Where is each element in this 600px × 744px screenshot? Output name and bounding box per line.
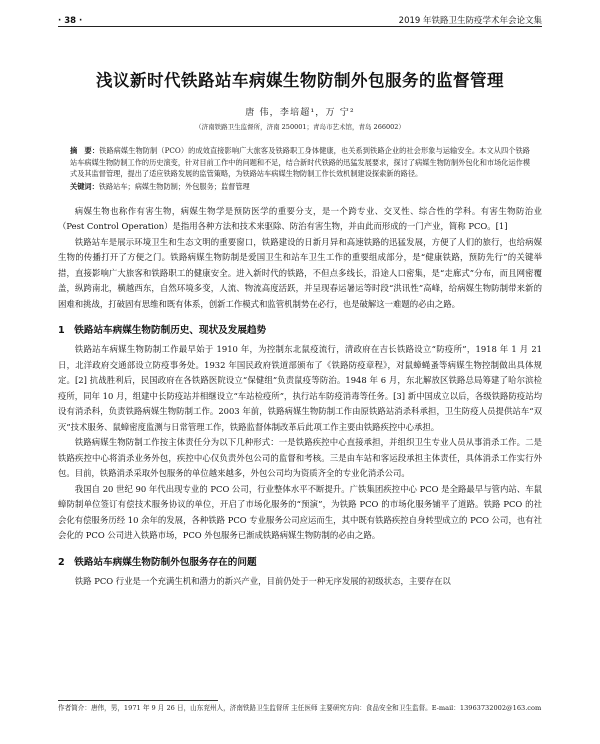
- paragraph: 铁路站车病媒生物防制工作最早始于 1910 年，为控制东北鼠疫流行，清政府在吉长铁路设立“防疫所”，1918 年 1 月 21 日，北洋政府交通部设立防疫事务处。1932 年国民政府铁道部颁布了《铁路防疫章程》，对鼠蟑蝇蚤等病媒生物控制做出具体规定。[2] 抗战胜利后，民国政府在各铁路医院设立“保健组”负责鼠疫等防治。1948 年 6 月，东北解放区铁路总局筹建了哈尔滨检疫所，同年 10 月，组建中长防疫站并相继设立“车站检疫所”，执行站车防疫消毒等任务。[3] 新中国成立以后，各级铁路防疫站均设有消杀科，负责铁路病媒生物防制工作。2003 年前，铁路病媒生物防制工作由原铁路站消杀科承担，卫生防疫人员提供站车“双灭”技术服务、鼠蟑密度监测与日常管理工作，铁路监督体制改革后此项工作主要由铁路疾控中心承担。: [58, 344, 542, 432]
- keywords-label: 关键词：: [70, 181, 99, 191]
- abstract-text: 铁路病媒生物防制（PCO）的成效直接影响广大旅客及铁路职工身体健康，也关系到铁路企业的社会形象与运输安全。本文从四个铁路站车病媒生物防制工作的历史演变，针对目前工作中的问题和不足，结合新时代铁路的迅猛发展要求，探讨了病媒生物防制外包化和市场化运作模式及其监督管理，提出了适应铁路发展的监管策略，为铁路站车病媒生物防制工作长效机制建设探索新的路径。: [70, 146, 531, 178]
- journal-name: 2019 年铁路卫生防疫学术年会论文集: [398, 16, 542, 26]
- intro-section: [58, 204, 542, 313]
- paragraph: 我国自 20 世纪 90 年代出现专业的 PCO 公司，行业整体水平不断提升。广铁集团疾控中心 PCO 是全路最早与管内站、车鼠蟑防制单位签订有偿技术服务协议的单位，开启了市场化服务的“预演”，为铁路 PCO 的市场化服务铺平了道路。铁路 PCO 的社会化有偿服务历经 10 余年的发展，各种铁路 PCO 专业服务公司应运而生，其中既有铁路疾控自身转型成立的 PCO 公司，也有社会化的 PCO 公司进入铁路市场，PCO 外包服务已渐成铁路病媒生物防制的必由之路。: [58, 483, 542, 540]
- running-header: [58, 0, 542, 27]
- abstract-label: 摘 要：: [70, 146, 100, 155]
- abstract: [70, 145, 530, 180]
- author-footnote: 作者简介：唐伟，男，1971 年 9 月 26 日，山东兖州人，济南铁路卫生监督所 主任医师 主要研究方向：食品安全和卫生监督。E-mail：13963732002@163.com: [58, 704, 542, 712]
- keywords: [70, 182, 530, 192]
- page-number: · 38 ·: [58, 16, 83, 26]
- author-affiliation: （济南铁路卫生监督所，济南 250001；青岛市艺术馆，青岛 266002）: [195, 123, 405, 131]
- footnote-divider: [58, 700, 218, 701]
- section-heading-1: 1 铁路站车病媒生物防制历史、现状及发展趋势: [58, 325, 267, 336]
- paragraph: 铁路站车是展示环境卫生和生态文明的重要窗口，铁路建设的日新月异和高速铁路的迅猛发展，方便了人们的旅行，也给病媒生物的传播打开了方便之门。铁路病媒生物防制是爱国卫生和站车卫生工作的重要组成部分，是“健康铁路，预防先行”的关键举措，直接影响广大旅客和铁路职工的健康安全。进入新时代的铁路，不但点多线长，沿途人口密集，是“走廊式”分布，而且网密覆盖，纵跨南北，横越西东，自然环境多变，人流、物流高度活跃，并呈现春运暑运等时段“洪讯性”高峰，给病媒生物防制带来新的困难和挑战，打破固有思维和既有体系，创新工作模式和监管机制势在必行，也是破解这一难题的必由之路。: [58, 236, 542, 309]
- paragraph: 铁路病媒生物防制工作按主体责任分为以下几种形式：一是铁路疾控中心直接承担，并组织卫生专业人员从事消杀工作。二是铁路疾控中心将消杀业务外包，疾控中心仅负责外包公司的监督和考核。三是由车站和客运段承担主体责任，具体消杀工作实行外包。目前，铁路消杀采取外包服务的单位越来越多，外包公司均为资质齐全的专业化消杀公司。: [58, 437, 542, 478]
- paper-title: 浅议新时代铁路站车病媒生物防制外包服务的监督管理: [96, 71, 504, 90]
- paragraph: 铁路 PCO 行业是一个充满生机和潜力的新兴产业，目前仍处于一种无序发展的初级状态，主要存在以: [74, 575, 451, 586]
- author-list: 唐 伟，李培超¹，万 宁²: [245, 108, 355, 118]
- paragraph: 病媒生物也称作有害生物，病媒生物学是预防医学的重要分支，是一个跨专业、交叉性、综合性的学科。有害生物防治业（Pest Control Operation）是指用各种方法和技术来驱除、防治有害生物，并由此而形成的一门产业，简称 PCO。[1]: [58, 205, 542, 231]
- keywords-text: 铁路站车；病媒生物防制；外包服务；监督管理: [98, 181, 250, 191]
- section-heading-2: 2 铁路站车病媒生物防制外包服务存在的问题: [58, 556, 257, 568]
